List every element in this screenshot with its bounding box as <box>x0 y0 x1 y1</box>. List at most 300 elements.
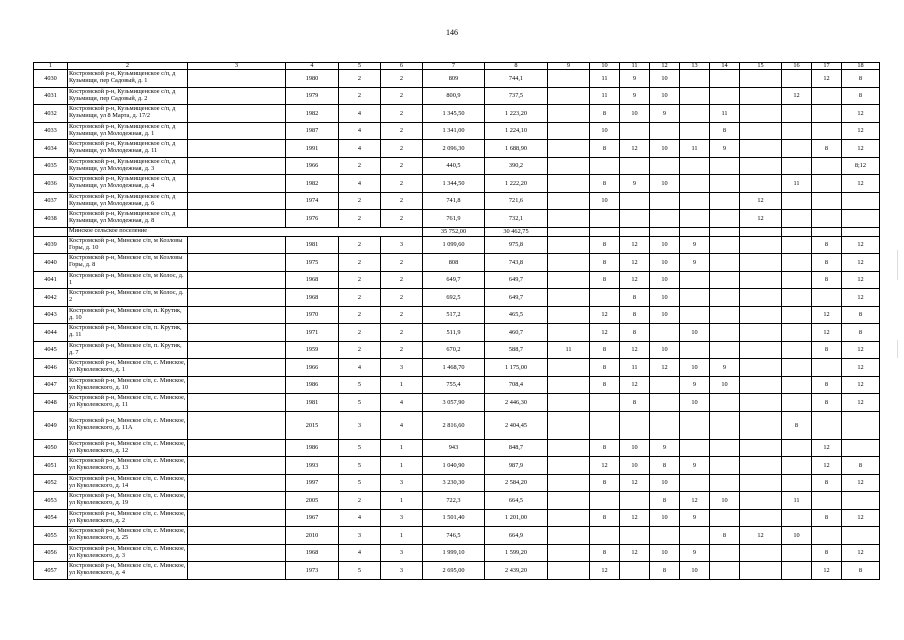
col-17: 12 <box>812 306 842 324</box>
total-area: 3 230,30 <box>423 474 485 492</box>
column-number: 1 <box>34 63 68 70</box>
row-number: 4036 <box>34 175 68 193</box>
col-13 <box>680 70 710 88</box>
table-row <box>34 236 880 254</box>
floors: 2 <box>339 192 381 210</box>
col-16 <box>782 105 812 123</box>
table-row <box>34 254 880 272</box>
col-3 <box>188 562 286 580</box>
col-12 <box>650 192 680 210</box>
floors: 2 <box>339 492 381 510</box>
row-number: 4054 <box>34 509 68 527</box>
table-row <box>34 457 880 475</box>
entrances: 3 <box>381 474 423 492</box>
col-15 <box>740 122 782 140</box>
col-17 <box>812 411 842 439</box>
col-16 <box>782 122 812 140</box>
col-13: 9 <box>680 509 710 527</box>
address: Костромской р-н, Кузьмищенское с/п, д Кузьмищи, пер Садовый, д. 1 <box>68 70 188 88</box>
col-18: 12 <box>842 509 880 527</box>
entrances: 3 <box>381 236 423 254</box>
col-17 <box>812 289 842 307</box>
living-area: 1 175,00 <box>485 359 548 377</box>
year-built: 1973 <box>286 562 339 580</box>
col-9 <box>548 492 590 510</box>
col-3 <box>188 175 286 193</box>
empty-cell <box>812 227 842 236</box>
col-12: 10 <box>650 70 680 88</box>
col-14: 10 <box>710 376 740 394</box>
col-12 <box>650 157 680 175</box>
col-9 <box>548 87 590 105</box>
col-13 <box>680 341 710 359</box>
col-17 <box>812 492 842 510</box>
total-area: 692,5 <box>423 289 485 307</box>
col-18 <box>842 492 880 510</box>
col-18: 8;12 <box>842 157 880 175</box>
floors: 4 <box>339 509 381 527</box>
total-area: 1 099,60 <box>423 236 485 254</box>
address: Костромской р-н, Минское с/п, с. Минское, ул Куколевского, д. 14 <box>68 474 188 492</box>
column-number: 18 <box>842 63 880 70</box>
col-14 <box>710 175 740 193</box>
column-number: 4 <box>286 63 339 70</box>
col-12: 10 <box>650 140 680 158</box>
floors: 5 <box>339 474 381 492</box>
col-18: 8 <box>842 457 880 475</box>
empty-cell <box>782 227 812 236</box>
col-11: 12 <box>620 474 650 492</box>
living-area: 1 223,20 <box>485 105 548 123</box>
col-18: 12 <box>842 544 880 562</box>
col-16 <box>782 324 812 342</box>
col-11: 11 <box>620 359 650 377</box>
entrances: 2 <box>381 122 423 140</box>
row-number: 4035 <box>34 157 68 175</box>
col-10 <box>590 157 620 175</box>
col-12: 10 <box>650 87 680 105</box>
row-number: 4032 <box>34 105 68 123</box>
col-13 <box>680 527 710 545</box>
living-area: 460,7 <box>485 324 548 342</box>
col-10 <box>590 394 620 412</box>
col-15 <box>740 140 782 158</box>
address: Костромской р-н, Минское с/п, с. Минское, ул Куколевского, д. 3 <box>68 544 188 562</box>
year-built: 1979 <box>286 87 339 105</box>
col-13: 9 <box>680 544 710 562</box>
col-9 <box>548 192 590 210</box>
col-15 <box>740 271 782 289</box>
col-10 <box>590 411 620 439</box>
table-row <box>34 341 880 359</box>
col-3 <box>188 474 286 492</box>
col-11: 8 <box>620 306 650 324</box>
floors: 2 <box>339 70 381 88</box>
col-10: 8 <box>590 105 620 123</box>
col-16 <box>782 474 812 492</box>
col-3 <box>188 289 286 307</box>
col-14 <box>710 289 740 307</box>
year-built: 1966 <box>286 359 339 377</box>
col-15 <box>740 492 782 510</box>
total-area: 511,9 <box>423 324 485 342</box>
col-9 <box>548 122 590 140</box>
table-row <box>34 527 880 545</box>
col-14 <box>710 271 740 289</box>
col-15 <box>740 562 782 580</box>
col-12: 10 <box>650 175 680 193</box>
floors: 2 <box>339 87 381 105</box>
column-number: 5 <box>339 63 381 70</box>
col-16 <box>782 457 812 475</box>
living-area: 708,4 <box>485 376 548 394</box>
col-15 <box>740 341 782 359</box>
col-13: 9 <box>680 236 710 254</box>
year-built: 1966 <box>286 157 339 175</box>
col-11: 12 <box>620 236 650 254</box>
col-10: 12 <box>590 457 620 475</box>
col-18: 12 <box>842 341 880 359</box>
col-16 <box>782 289 812 307</box>
col-15 <box>740 236 782 254</box>
year-built: 1974 <box>286 192 339 210</box>
col-11: 12 <box>620 376 650 394</box>
col-11: 12 <box>620 140 650 158</box>
living-area: 1 599,20 <box>485 544 548 562</box>
total-area: 943 <box>423 439 485 457</box>
col-12 <box>650 411 680 439</box>
table-row <box>34 289 880 307</box>
col-14 <box>710 254 740 272</box>
col-16 <box>782 509 812 527</box>
row-number: 4030 <box>34 70 68 88</box>
total-area: 800,9 <box>423 87 485 105</box>
row-number: 4047 <box>34 376 68 394</box>
col-13: 9 <box>680 457 710 475</box>
living-area: 2 584,20 <box>485 474 548 492</box>
total-area: 2 816,60 <box>423 411 485 439</box>
row-number: 4038 <box>34 210 68 228</box>
col-3 <box>188 157 286 175</box>
col-17: 8 <box>812 509 842 527</box>
entrances: 2 <box>381 140 423 158</box>
floors: 4 <box>339 544 381 562</box>
row-number: 4041 <box>34 271 68 289</box>
col-18: 12 <box>842 122 880 140</box>
address: Костромской р-н, Минское с/п, с. Минское, ул Куколевского, д. 11 <box>68 394 188 412</box>
col-16 <box>782 271 812 289</box>
col-12: 10 <box>650 289 680 307</box>
row-number: 4037 <box>34 192 68 210</box>
col-16 <box>782 341 812 359</box>
empty-cell <box>548 227 590 236</box>
living-area: 721,6 <box>485 192 548 210</box>
col-16 <box>782 210 812 228</box>
col-9: 11 <box>548 341 590 359</box>
col-13 <box>680 210 710 228</box>
col-16 <box>782 394 812 412</box>
col-15 <box>740 394 782 412</box>
table-row <box>34 544 880 562</box>
col-16 <box>782 562 812 580</box>
col-17: 8 <box>812 394 842 412</box>
col-18 <box>842 192 880 210</box>
col-9 <box>548 236 590 254</box>
column-number: 9 <box>548 63 590 70</box>
address: Костромской р-н, Минское с/п, м Козловы Горы, д. 8 <box>68 254 188 272</box>
col-9 <box>548 271 590 289</box>
col-17: 8 <box>812 271 842 289</box>
address: Костромской р-н, Кузьмищенское с/п, д Кузьмищи, ул Молодежная, д. 3 <box>68 157 188 175</box>
col-17 <box>812 157 842 175</box>
col-3 <box>188 236 286 254</box>
table-row <box>34 562 880 580</box>
year-built: 2010 <box>286 527 339 545</box>
col-17 <box>812 359 842 377</box>
col-16 <box>782 157 812 175</box>
col-10 <box>590 289 620 307</box>
living-area: 2 446,30 <box>485 394 548 412</box>
year-built: 1971 <box>286 324 339 342</box>
floors: 2 <box>339 271 381 289</box>
col-16: 11 <box>782 175 812 193</box>
entrances: 4 <box>381 394 423 412</box>
col-11: 12 <box>620 254 650 272</box>
col-18: 8 <box>842 70 880 88</box>
col-15: 12 <box>740 192 782 210</box>
row-number: 4046 <box>34 359 68 377</box>
floors: 5 <box>339 457 381 475</box>
col-16 <box>782 140 812 158</box>
col-11 <box>620 411 650 439</box>
col-12 <box>650 527 680 545</box>
address: Костромской р-н, Минское с/п, п. Крутик, д. 11 <box>68 324 188 342</box>
col-12: 10 <box>650 254 680 272</box>
col-3 <box>188 411 286 439</box>
col-18: 12 <box>842 474 880 492</box>
year-built: 1968 <box>286 289 339 307</box>
floors: 2 <box>339 306 381 324</box>
table-row <box>34 210 880 228</box>
scan-artifact <box>897 250 898 280</box>
entrances: 2 <box>381 289 423 307</box>
living-area: 664,9 <box>485 527 548 545</box>
living-area: 588,7 <box>485 341 548 359</box>
total-area: 1 341,00 <box>423 122 485 140</box>
total-area: 1 344,50 <box>423 175 485 193</box>
table-row <box>34 192 880 210</box>
col-16 <box>782 254 812 272</box>
col-17: 8 <box>812 474 842 492</box>
col-13 <box>680 192 710 210</box>
col-10: 8 <box>590 544 620 562</box>
col-18: 12 <box>842 140 880 158</box>
col-9 <box>548 439 590 457</box>
address: Костромской р-н, Минское с/п, м Колос, д. 1 <box>68 271 188 289</box>
col-16: 8 <box>782 411 812 439</box>
col-16 <box>782 544 812 562</box>
col-12: 9 <box>650 439 680 457</box>
col-14 <box>710 236 740 254</box>
col-11 <box>620 492 650 510</box>
year-built: 1991 <box>286 140 339 158</box>
col-11: 10 <box>620 439 650 457</box>
col-12: 9 <box>650 105 680 123</box>
col-13 <box>680 105 710 123</box>
col-11: 9 <box>620 70 650 88</box>
col-10: 8 <box>590 474 620 492</box>
col-16: 11 <box>782 492 812 510</box>
col-3 <box>188 324 286 342</box>
floors: 4 <box>339 105 381 123</box>
col-15 <box>740 70 782 88</box>
col-3 <box>188 140 286 158</box>
col-12: 10 <box>650 509 680 527</box>
column-number: 16 <box>782 63 812 70</box>
col-17 <box>812 527 842 545</box>
floors: 3 <box>339 527 381 545</box>
floors: 2 <box>339 236 381 254</box>
total-area: 741,8 <box>423 192 485 210</box>
col-14 <box>710 324 740 342</box>
year-built: 1968 <box>286 544 339 562</box>
address: Костромской р-н, Кузьмищенское с/п, д Кузьмищи, ул 8 Марта, д. 17/2 <box>68 105 188 123</box>
floors: 2 <box>339 210 381 228</box>
col-17: 8 <box>812 236 842 254</box>
col-11 <box>620 562 650 580</box>
col-13 <box>680 439 710 457</box>
address: Костромской р-н, Минское с/п, м Колос, д. 2 <box>68 289 188 307</box>
col-10: 8 <box>590 140 620 158</box>
col-16 <box>782 439 812 457</box>
col-14 <box>710 544 740 562</box>
col-14 <box>710 192 740 210</box>
empty-cell <box>34 227 68 236</box>
col-12 <box>650 324 680 342</box>
floors: 4 <box>339 175 381 193</box>
col-10: 8 <box>590 509 620 527</box>
col-18: 12 <box>842 376 880 394</box>
col-18: 12 <box>842 175 880 193</box>
col-15 <box>740 105 782 123</box>
empty-cell <box>590 227 620 236</box>
col-9 <box>548 324 590 342</box>
year-built: 1993 <box>286 457 339 475</box>
col-11: 9 <box>620 175 650 193</box>
living-area: 987,9 <box>485 457 548 475</box>
col-12: 10 <box>650 341 680 359</box>
total-area: 670,2 <box>423 341 485 359</box>
col-10: 8 <box>590 341 620 359</box>
col-11: 10 <box>620 105 650 123</box>
col-12: 10 <box>650 271 680 289</box>
row-number: 4044 <box>34 324 68 342</box>
address: Костромской р-н, Минское с/п, с. Минское, ул Куколевского, д. 2 <box>68 509 188 527</box>
col-9 <box>548 70 590 88</box>
col-17 <box>812 122 842 140</box>
col-18: 12 <box>842 254 880 272</box>
table-row <box>34 324 880 342</box>
col-17 <box>812 210 842 228</box>
column-number: 10 <box>590 63 620 70</box>
col-14 <box>710 87 740 105</box>
col-11 <box>620 157 650 175</box>
col-17: 12 <box>812 439 842 457</box>
col-15 <box>740 324 782 342</box>
col-3 <box>188 70 286 88</box>
col-3 <box>188 527 286 545</box>
address: Костромской р-н, Минское с/п, с. Минское, ул Куколевского, д. 25 <box>68 527 188 545</box>
col-9 <box>548 306 590 324</box>
col-15 <box>740 157 782 175</box>
col-13: 10 <box>680 324 710 342</box>
col-12 <box>650 210 680 228</box>
row-number: 4056 <box>34 544 68 562</box>
entrances: 2 <box>381 87 423 105</box>
housing-register-table <box>33 62 880 580</box>
address: Костромской р-н, Кузьмищенское с/п, д Кузьмищи, ул Молодежная, д. 6 <box>68 192 188 210</box>
col-10: 8 <box>590 439 620 457</box>
entrances: 2 <box>381 210 423 228</box>
col-17 <box>812 192 842 210</box>
col-12 <box>650 376 680 394</box>
col-11: 8 <box>620 289 650 307</box>
total-area: 1 999,10 <box>423 544 485 562</box>
col-18: 12 <box>842 271 880 289</box>
col-10: 8 <box>590 271 620 289</box>
col-9 <box>548 474 590 492</box>
col-16: 12 <box>782 87 812 105</box>
year-built: 1987 <box>286 122 339 140</box>
col-14 <box>710 70 740 88</box>
table-row <box>34 359 880 377</box>
col-9 <box>548 394 590 412</box>
col-10: 8 <box>590 236 620 254</box>
entrances: 3 <box>381 359 423 377</box>
col-11: 8 <box>620 324 650 342</box>
address: Костромской р-н, Кузьмищенское с/п, д Кузьмищи, пер Садовый, д. 2 <box>68 87 188 105</box>
col-17 <box>812 175 842 193</box>
column-number: 8 <box>485 63 548 70</box>
entrances: 2 <box>381 306 423 324</box>
col-9 <box>548 210 590 228</box>
living-area: 737,5 <box>485 87 548 105</box>
col-12: 12 <box>650 359 680 377</box>
col-3 <box>188 341 286 359</box>
col-14 <box>710 306 740 324</box>
row-number: 4043 <box>34 306 68 324</box>
col-3 <box>188 306 286 324</box>
column-number: 15 <box>740 63 782 70</box>
column-number: 14 <box>710 63 740 70</box>
col-14: 10 <box>710 492 740 510</box>
floors: 2 <box>339 254 381 272</box>
col-15 <box>740 509 782 527</box>
col-3 <box>188 87 286 105</box>
column-number: 17 <box>812 63 842 70</box>
col-11 <box>620 210 650 228</box>
floors: 3 <box>339 411 381 439</box>
living-area: 390,2 <box>485 157 548 175</box>
column-number: 2 <box>68 63 188 70</box>
address: Костромской р-н, Минское с/п, с. Минское, ул Куколевского, д. 1 <box>68 359 188 377</box>
col-3 <box>188 457 286 475</box>
row-number: 4031 <box>34 87 68 105</box>
col-17: 8 <box>812 140 842 158</box>
col-15 <box>740 289 782 307</box>
col-3 <box>188 376 286 394</box>
col-16 <box>782 192 812 210</box>
